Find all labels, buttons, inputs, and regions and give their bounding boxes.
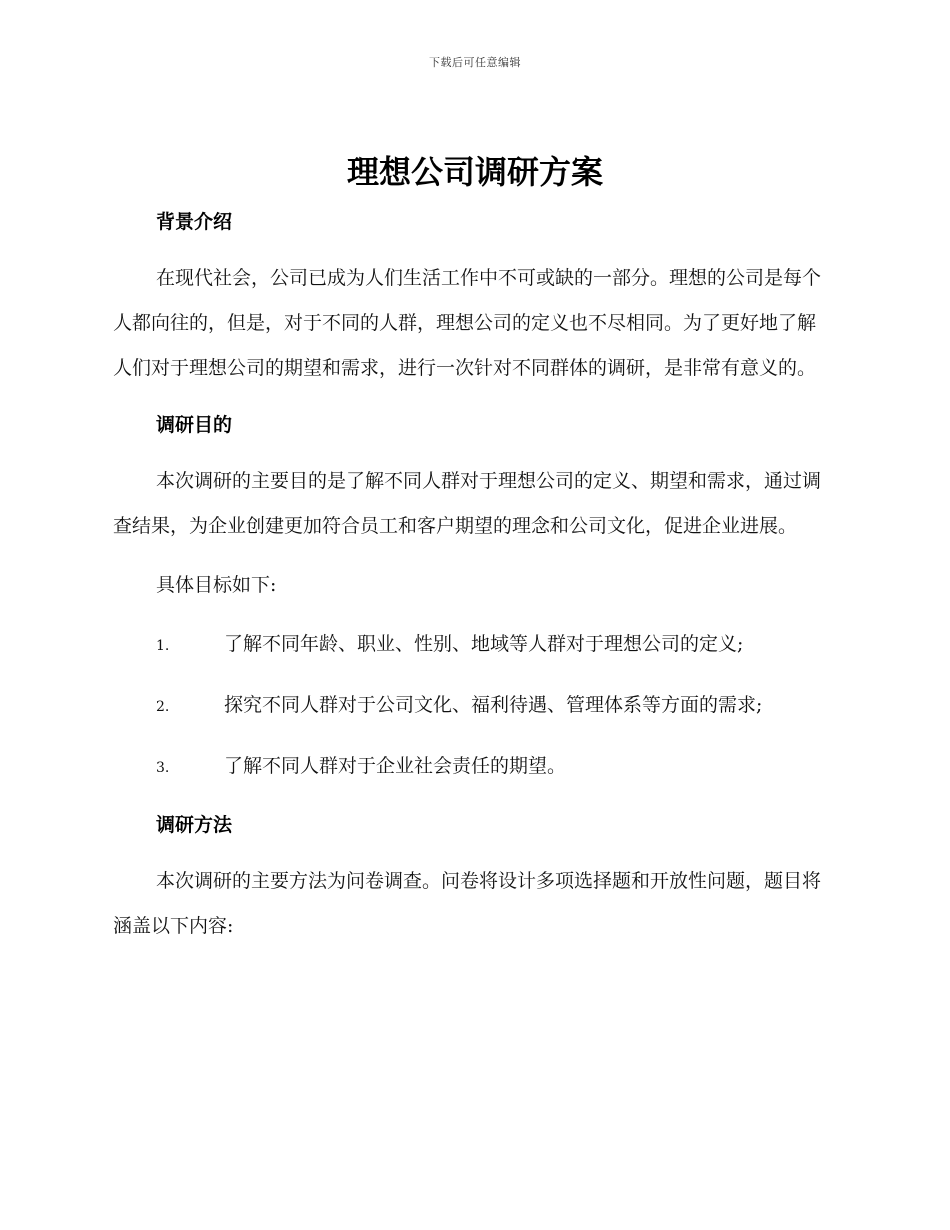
section-heading-purpose: 调研目的 <box>156 414 233 436</box>
goal-number: 3. <box>156 760 170 776</box>
goal-text: 了解不同年龄、职业、性别、地域等人群对于理想公司的定义; <box>224 633 744 655</box>
document-body <box>113 202 831 963</box>
goal-text: 探究不同人群对于公司文化、福利待遇、管理体系等方面的需求; <box>224 694 763 716</box>
goal-list-item <box>113 683 831 730</box>
section-heading-background: 背景介绍 <box>156 211 233 233</box>
goal-text: 了解不同人群对于企业社会责任的期望。 <box>224 755 567 777</box>
section-heading-method: 调研方法 <box>156 814 233 836</box>
goals-intro: 具体目标如下: <box>156 574 277 596</box>
document-title: 理想公司调研方案 <box>346 153 603 191</box>
goal-number: 2. <box>156 699 170 715</box>
purpose-paragraph: 本次调研的主要目的是了解不同人群对于理想公司的定义、期望和需求，通过调查结果，为企业创建更加符合员工和客户期望的理念和公司文化，促进企业进展。 <box>113 470 822 537</box>
background-paragraph: 在现代社会，公司已成为人们生活工作中不可或缺的一部分。理想的公司是每个人都向往的，但是，对于不同的人群，理想公司的定义也不尽相同。为了更好地了解人们对于理想公司的期望和需求，进行一次针对不同群体的调研，是非常有意义的。 <box>113 267 822 379</box>
goal-number: 1. <box>156 638 170 654</box>
goal-list-item <box>113 622 831 669</box>
goal-list-item <box>113 744 831 791</box>
method-paragraph: 本次调研的主要方法为问卷调查。问卷将设计多项选择题和开放性问题，题目将涵盖以下内容: <box>113 870 822 937</box>
header-note: 下载后可任意编辑 <box>429 56 521 69</box>
